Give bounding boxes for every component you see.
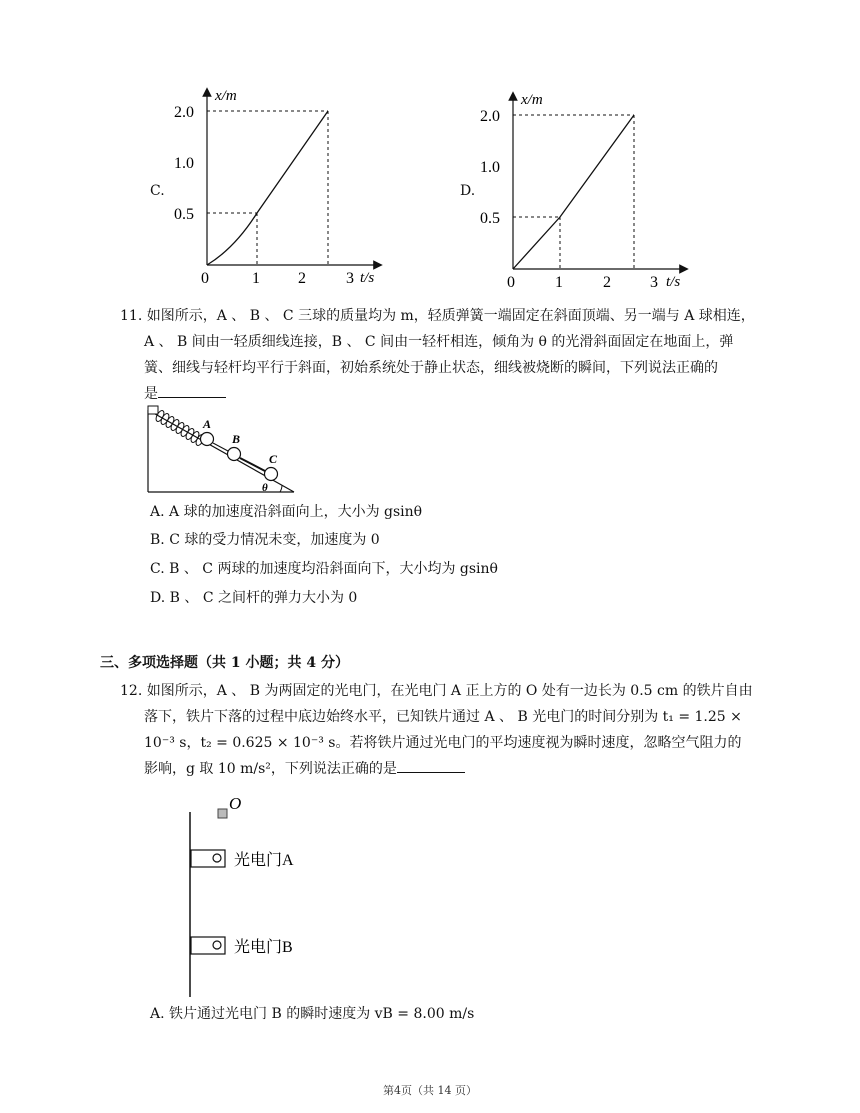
graph-c-ytick: 2.0 — [174, 104, 194, 121]
q11-option-d[interactable]: D. B 、 C 之间杆的弹力大小为 0 — [150, 590, 358, 606]
graph-d-ylabel: x/m — [521, 92, 543, 108]
graph-c-ytick: 1.0 — [174, 155, 194, 172]
graph-c-ytick: 0.5 — [174, 206, 194, 223]
q12-line4-text: 影响，g 取 10 m/s²，下列说法正确的是 — [144, 761, 397, 777]
graph-d-xtick: 1 — [555, 274, 563, 291]
iron-piece — [218, 809, 227, 818]
graph-d-xlabel: t/s — [666, 274, 681, 290]
label-o: O — [229, 794, 242, 813]
page-footer: 第4页（共 14 页） — [383, 1084, 477, 1097]
graph-d-xtick: 0 — [507, 274, 515, 291]
graph-d-xtick: 2 — [603, 274, 611, 291]
graph-d-ytick: 1.0 — [480, 159, 500, 176]
q12-line1: 12. 如图所示，A 、 B 为两固定的光电门，在光电门 A 正上方的 O 处有一边长为 0.5 cm 的铁片自由 — [120, 683, 753, 699]
graph-c-xtick: 1 — [252, 270, 260, 287]
graph-c — [170, 80, 400, 290]
q11-line1: 11. 如图所示，A 、 B 、 C 三球的质量均为 m，轻质弹簧一端固定在斜面顶端、另一端与 A 球相连， — [120, 308, 755, 324]
q11-line2: A 、 B 间由一轻质细线连接，B 、 C 间由一轻杆相连，倾角为 θ 的光滑斜面固定在地面上，弹 — [144, 334, 734, 350]
gate-b-label: 光电门B — [234, 939, 293, 956]
label-theta: θ — [262, 482, 268, 494]
q11-line4-text: 是 — [144, 386, 158, 402]
graph-d-ytick: 0.5 — [480, 210, 500, 227]
q12-line4 — [144, 755, 465, 783]
graph-c-xtick: 0 — [201, 270, 209, 287]
thread-ab — [213, 443, 228, 451]
graph-d — [478, 84, 708, 294]
label-b: B — [232, 432, 241, 446]
q12-option-a[interactable]: A. 铁片通过光电门 B 的瞬时速度为 vB = 8.00 m/s — [150, 1006, 475, 1022]
incline-figure — [144, 404, 300, 496]
answer-blank[interactable] — [158, 383, 226, 398]
q12-line3: 10⁻³ s，t₂ = 0.625 × 10⁻³ s。若将铁片通过光电门的平均速度视为瞬时速度，忽略空气阻力的 — [144, 735, 742, 751]
graph-c-curve — [207, 111, 328, 265]
graph-d-label: D. — [460, 183, 476, 199]
graph-d-xtick: 3 — [650, 274, 658, 291]
graph-d-ytick: 2.0 — [480, 108, 500, 125]
graph-d-curve — [513, 115, 634, 269]
ball-a — [201, 433, 214, 446]
q11-line3: 簧、细线与轻杆均平行于斜面，初始系统处于静止状态，细线被烧断的瞬间，下列说法正确的 — [144, 360, 718, 376]
ball-b — [228, 448, 241, 461]
graph-c-label: C. — [150, 183, 165, 199]
ball-c — [265, 468, 278, 481]
graph-c-xlabel: t/s — [360, 270, 375, 286]
q12-line2: 落下，铁片下落的过程中底边始终水平，已知铁片通过 A 、 B 光电门的时间分别为 t₁ = 1.25 × — [144, 709, 742, 725]
q11-option-b[interactable]: B. C 球的受力情况未变，加速度为 0 — [150, 532, 380, 548]
label-c: C — [269, 452, 278, 466]
section-heading: 三、多项选择题（共 1 小题；共 4 分） — [100, 655, 349, 671]
graph-c-ylabel: x/m — [215, 88, 237, 104]
gate-a-label: 光电门A — [234, 852, 294, 869]
label-a: A — [203, 417, 212, 431]
photogate-figure — [180, 792, 330, 1002]
graph-c-xtick: 2 — [298, 270, 306, 287]
answer-blank[interactable] — [397, 758, 465, 773]
graph-c-xtick: 3 — [346, 270, 354, 287]
q11-option-a[interactable]: A. A 球的加速度沿斜面向上，大小为 gsinθ — [150, 504, 423, 520]
q11-option-c[interactable]: C. B 、 C 两球的加速度均沿斜面向下，大小均为 gsinθ — [150, 561, 498, 577]
